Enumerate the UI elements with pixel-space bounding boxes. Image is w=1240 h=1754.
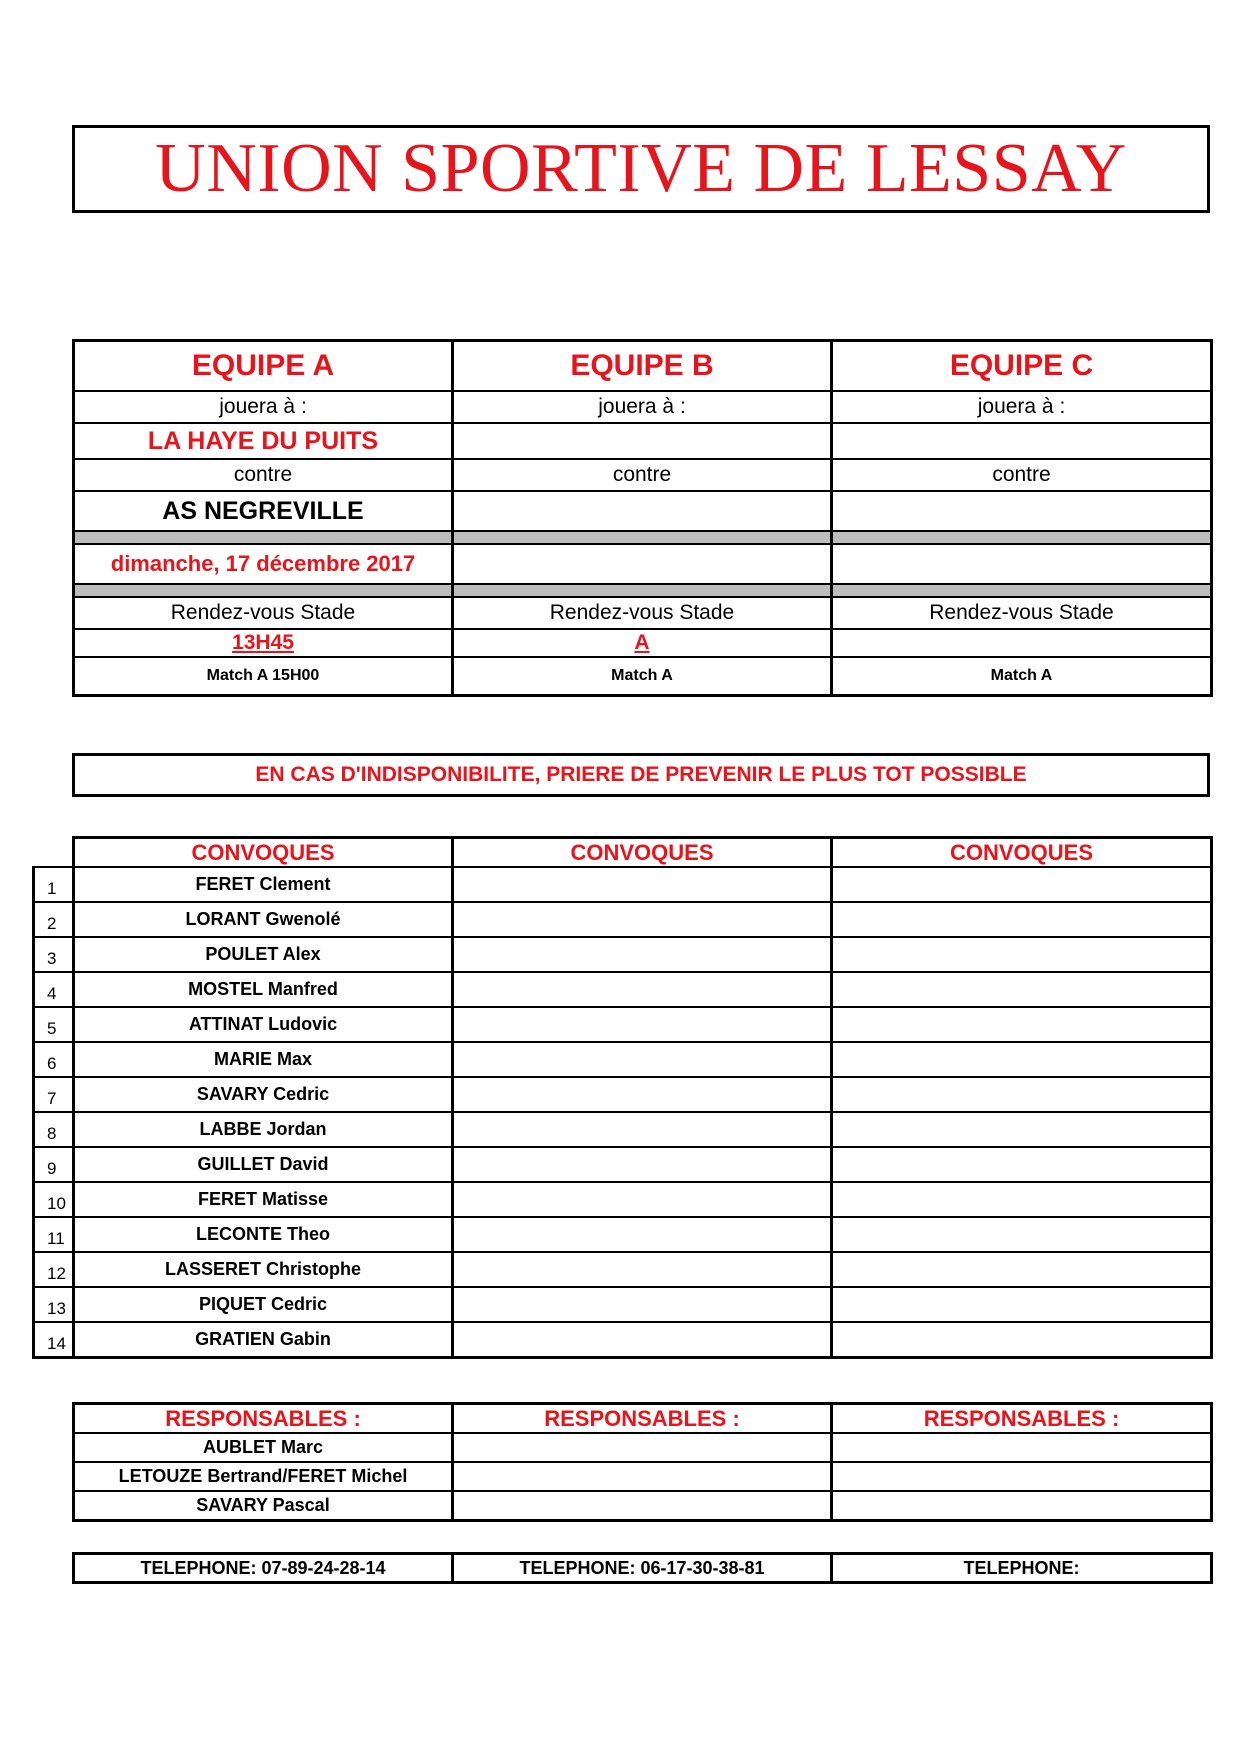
player-number: 9: [34, 1147, 74, 1182]
player-row: [34, 1042, 1212, 1077]
player-number: 2: [34, 902, 74, 937]
team-c-time: [832, 629, 1212, 657]
team-b-player: [453, 972, 832, 1007]
convoques-header-a: CONVOQUES: [74, 838, 453, 868]
team-c-player: [832, 1007, 1212, 1042]
team-b-responsable: [453, 1433, 832, 1462]
team-a-player: FERET Clement: [74, 867, 453, 902]
team-b-player: [453, 1182, 832, 1217]
team-a-time: 13H45: [74, 629, 453, 657]
team-c-responsable: [832, 1433, 1212, 1462]
venue-row: [74, 423, 1212, 459]
team-c-match-info: Match A: [832, 657, 1212, 696]
responsables-header-row: [74, 1404, 1212, 1434]
team-a-date: dimanche, 17 décembre 2017: [74, 544, 453, 584]
player-row: [34, 1182, 1212, 1217]
team-a-match-info: Match A 15H00: [74, 657, 453, 696]
team-c-player: [832, 1252, 1212, 1287]
plays-at-row: [74, 391, 1212, 423]
team-a-responsable: AUBLET Marc: [74, 1433, 453, 1462]
player-row: [34, 1007, 1212, 1042]
separator: [453, 584, 832, 597]
notice-box: [72, 753, 1210, 797]
team-a-player: POULET Alex: [74, 937, 453, 972]
player-number: 7: [34, 1077, 74, 1112]
player-row: [34, 1322, 1212, 1358]
team-a-player: LORANT Gwenolé: [74, 902, 453, 937]
team-a-player: MOSTEL Manfred: [74, 972, 453, 1007]
player-row: [34, 972, 1212, 1007]
team-c-vs-label: contre: [832, 459, 1212, 491]
team-c-player: [832, 1217, 1212, 1252]
player-row: [34, 937, 1212, 972]
vs-row: [74, 459, 1212, 491]
date-row: [74, 544, 1212, 584]
team-a-name: EQUIPE A: [74, 341, 453, 392]
team-c-player: [832, 1287, 1212, 1322]
player-row: [34, 1077, 1212, 1112]
separator-row: [74, 584, 1212, 597]
team-b-match-info: Match A: [453, 657, 832, 696]
separator: [74, 584, 453, 597]
responsables-table: [72, 1402, 1213, 1522]
player-row: [34, 902, 1212, 937]
telephone-table: [72, 1552, 1213, 1584]
team-a-player: LASSERET Christophe: [74, 1252, 453, 1287]
responsables-header-c: RESPONSABLES :: [832, 1404, 1212, 1434]
team-b-player: [453, 1147, 832, 1182]
team-b-player: [453, 1287, 832, 1322]
separator: [832, 531, 1212, 544]
separator-row: [74, 531, 1212, 544]
team-a-player: FERET Matisse: [74, 1182, 453, 1217]
player-number: 4: [34, 972, 74, 1007]
team-c-responsable: [832, 1462, 1212, 1491]
player-number: 11: [34, 1217, 74, 1252]
team-c-player: [832, 1322, 1212, 1358]
team-b-opponent: [453, 491, 832, 531]
team-c-player: [832, 1147, 1212, 1182]
title-box: [72, 125, 1210, 213]
team-b-responsable: [453, 1491, 832, 1521]
convoques-header-row: [34, 838, 1212, 868]
responsable-row: [74, 1491, 1212, 1521]
teams-table: [72, 339, 1213, 697]
player-number: 14: [34, 1322, 74, 1358]
team-b-player: [453, 1322, 832, 1358]
player-row: [34, 867, 1212, 902]
player-number: 5: [34, 1007, 74, 1042]
team-a-player: LABBE Jordan: [74, 1112, 453, 1147]
convoques-header-c: CONVOQUES: [832, 838, 1212, 868]
team-c-player: [832, 867, 1212, 902]
convoques-header-b: CONVOQUES: [453, 838, 832, 868]
team-a-responsable: SAVARY Pascal: [74, 1491, 453, 1521]
team-b-player: [453, 1042, 832, 1077]
team-a-responsable: LETOUZE Bertrand/FERET Michel: [74, 1462, 453, 1491]
responsable-row: [74, 1433, 1212, 1462]
team-b-player: [453, 867, 832, 902]
team-c-responsable: [832, 1491, 1212, 1521]
team-c-player: [832, 937, 1212, 972]
team-c-opponent: [832, 491, 1212, 531]
team-name-row: [74, 341, 1212, 392]
team-b-telephone: TELEPHONE: 06-17-30-38-81: [453, 1554, 832, 1583]
team-a-opponent: AS NEGREVILLE: [74, 491, 453, 531]
player-number: 6: [34, 1042, 74, 1077]
telephone-row: [74, 1554, 1212, 1583]
team-b-time: A: [453, 629, 832, 657]
team-c-telephone: TELEPHONE:: [832, 1554, 1212, 1583]
team-c-player: [832, 1077, 1212, 1112]
team-c-venue: [832, 423, 1212, 459]
team-c-player: [832, 972, 1212, 1007]
team-b-player: [453, 902, 832, 937]
team-a-player: SAVARY Cedric: [74, 1077, 453, 1112]
player-row: [34, 1252, 1212, 1287]
player-number: 12: [34, 1252, 74, 1287]
team-b-player: [453, 1077, 832, 1112]
team-a-meeting-label: Rendez-vous Stade: [74, 597, 453, 629]
team-b-plays-at-label: jouera à :: [453, 391, 832, 423]
opponent-row: [74, 491, 1212, 531]
team-a-vs-label: contre: [74, 459, 453, 491]
player-number: 10: [34, 1182, 74, 1217]
team-c-player: [832, 1112, 1212, 1147]
team-b-responsable: [453, 1462, 832, 1491]
team-a-telephone: TELEPHONE: 07-89-24-28-14: [74, 1554, 453, 1583]
team-c-player: [832, 902, 1212, 937]
responsables-header-b: RESPONSABLES :: [453, 1404, 832, 1434]
team-c-name: EQUIPE C: [832, 341, 1212, 392]
match-info-row: [74, 657, 1212, 696]
team-b-name: EQUIPE B: [453, 341, 832, 392]
team-a-player: GRATIEN Gabin: [74, 1322, 453, 1358]
player-row: [34, 1217, 1212, 1252]
player-row: [34, 1287, 1212, 1322]
separator: [453, 531, 832, 544]
player-number: 1: [34, 867, 74, 902]
unavailability-notice: EN CAS D'INDISPONIBILITE, PRIERE DE PREVENIR LE PLUS TOT POSSIBLE: [255, 763, 1027, 786]
number-header-blank: [34, 838, 74, 868]
player-number: 3: [34, 937, 74, 972]
team-c-player: [832, 1182, 1212, 1217]
player-row: [34, 1112, 1212, 1147]
responsable-row: [74, 1462, 1212, 1491]
team-b-player: [453, 1252, 832, 1287]
team-b-date: [453, 544, 832, 584]
team-b-player: [453, 1112, 832, 1147]
player-number: 8: [34, 1112, 74, 1147]
team-a-venue: LA HAYE DU PUITS: [74, 423, 453, 459]
time-row: [74, 629, 1212, 657]
separator: [74, 531, 453, 544]
team-a-player: PIQUET Cedric: [74, 1287, 453, 1322]
team-b-player: [453, 937, 832, 972]
team-c-player: [832, 1042, 1212, 1077]
team-b-vs-label: contre: [453, 459, 832, 491]
team-c-date: [832, 544, 1212, 584]
team-a-player: LECONTE Theo: [74, 1217, 453, 1252]
team-b-player: [453, 1007, 832, 1042]
team-b-venue: [453, 423, 832, 459]
team-c-meeting-label: Rendez-vous Stade: [832, 597, 1212, 629]
team-a-player: ATTINAT Ludovic: [74, 1007, 453, 1042]
responsables-header-a: RESPONSABLES :: [74, 1404, 453, 1434]
club-title: UNION SPORTIVE DE LESSAY: [155, 130, 1127, 207]
team-b-player: [453, 1217, 832, 1252]
meeting-row: [74, 597, 1212, 629]
separator: [832, 584, 1212, 597]
convoques-table: [32, 836, 1213, 1359]
player-row: [34, 1147, 1212, 1182]
team-c-plays-at-label: jouera à :: [832, 391, 1212, 423]
team-a-player: MARIE Max: [74, 1042, 453, 1077]
player-number: 13: [34, 1287, 74, 1322]
team-a-plays-at-label: jouera à :: [74, 391, 453, 423]
team-b-meeting-label: Rendez-vous Stade: [453, 597, 832, 629]
team-a-player: GUILLET David: [74, 1147, 453, 1182]
